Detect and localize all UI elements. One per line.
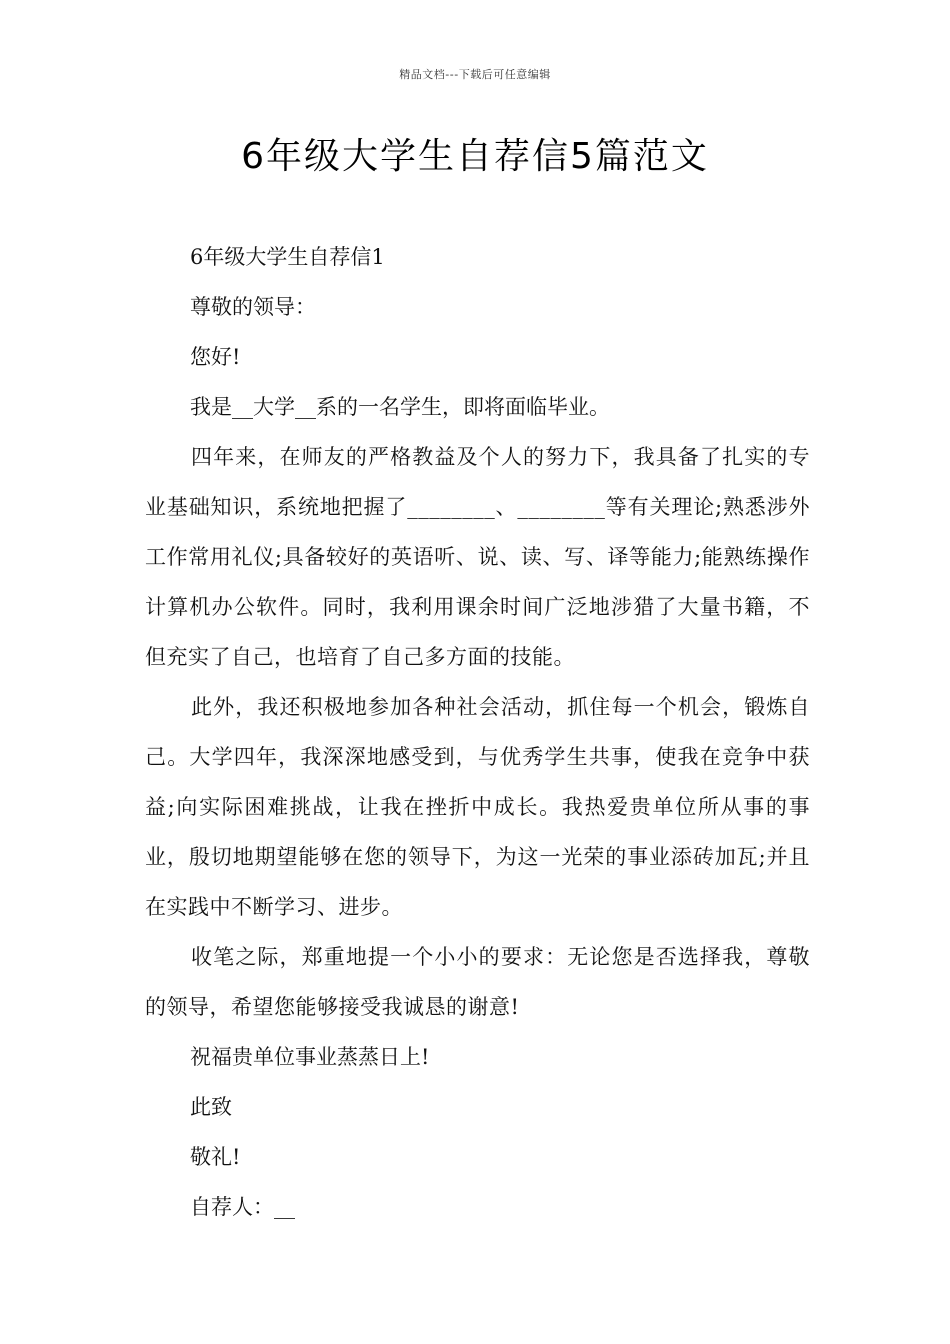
letter-paragraph-1: 四年来，在师友的严格教益及个人的努力下，我具备了扎实的专业基础知识，系统地把握了________、________等有关理论;熟悉涉外工作常用礼仪;具备较好的英语听、说、读、写、译等能力;能熟练操作计算机办公软件。同时，我利用课余时间广泛地涉猎了大量书籍，不但充实了自己，也培育了自己多方面的技能。 [145,445,810,669]
letter-closing-2: 敬礼! [190,1145,241,1169]
letter-greeting: 您好! [190,345,241,369]
document-title: 6年级大学生自荐信5篇范文 [241,136,709,177]
letter-wish: 祝福贵单位事业蒸蒸日上! [190,1045,430,1069]
page-header: 精品文档---下载后可任意编辑 [399,68,551,81]
letter-signature: 自荐人：__ [190,1195,295,1219]
letter-subtitle: 6年级大学生自荐信1 [190,245,385,269]
letter-closing-1: 此致 [190,1095,232,1119]
letter-body [145,232,810,1232]
letter-salutation: 尊敬的领导： [190,295,316,319]
letter-intro: 我是__大学__系的一名学生，即将面临毕业。 [190,395,610,419]
letter-paragraph-2: 此外，我还积极地参加各种社会活动，抓住每一个机会，锻炼自己。大学四年，我深深地感受到，与优秀学生共事，使我在竞争中获益;向实际困难挑战，让我在挫折中成长。我热爱贵单位所从事的事业，殷切地期望能够在您的领导下，为这一光荣的事业添砖加瓦;并且在实践中不断学习、进步。 [145,695,810,919]
letter-paragraph-3: 收笔之际，郑重地提一个小小的要求：无论您是否选择我，尊敬的领导，希望您能够接受我诚恳的谢意! [145,945,810,1019]
